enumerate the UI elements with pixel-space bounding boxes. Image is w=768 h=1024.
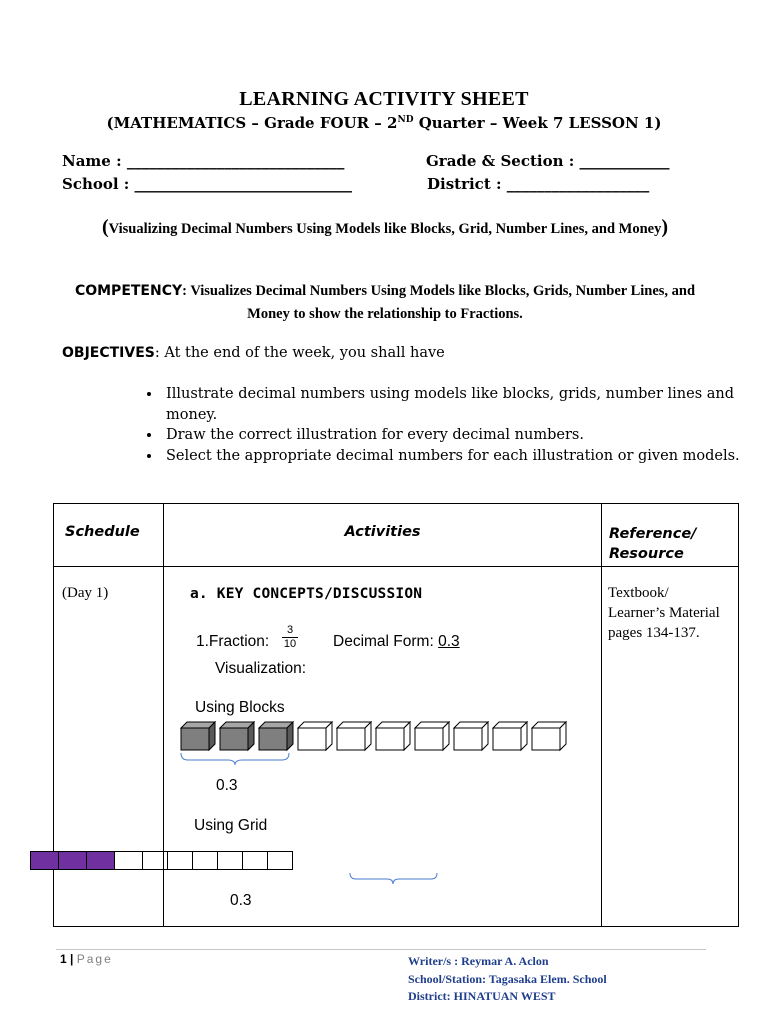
fraction-label: 1.Fraction: — [196, 633, 270, 650]
footer-district: District: HINATUAN WEST — [408, 989, 556, 1003]
fraction-numerator: 3 — [286, 624, 294, 636]
objectives-list — [140, 384, 742, 466]
grid-brace — [347, 872, 441, 886]
footer-divider — [56, 949, 706, 950]
footer-writer: Writer/s : Reymar A. Aclon — [408, 954, 549, 968]
block-empty — [414, 721, 454, 753]
block-filled — [219, 721, 259, 753]
reference-cell: Textbook/ Learner’s Material pages 134-137. — [602, 567, 739, 927]
block-filled — [180, 721, 220, 753]
page-number: 1 | Page — [60, 952, 113, 966]
day-cell: (Day 1) — [54, 567, 164, 927]
fraction-value — [282, 624, 298, 651]
key-concepts-heading: a. KEY CONCEPTS/DISCUSSION — [190, 586, 423, 602]
page-subtitle: (MATHEMATICS – Grade FOUR – 2ND Quarter – Week 7 LESSON 1) — [106, 114, 662, 132]
blocks-brace — [178, 752, 294, 766]
grid-cell-empty — [217, 851, 243, 870]
competency: COMPETENCY: Visualizes Decimal Numbers Using Models like Blocks, Grids, Number Lines, and Money to show the relationship to Fractions. — [74, 283, 696, 322]
block-empty — [492, 721, 532, 753]
footer-school: School/Station: Tagasaka Elem. School — [408, 972, 607, 986]
visualization-label: Visualization: — [215, 660, 307, 677]
grid-cell-empty — [142, 851, 168, 870]
grid-value: 0.3 — [230, 892, 252, 909]
header-activities: Activities — [164, 504, 602, 567]
topic-heading: (Visualizing Decimal Numbers Using Models like Blocks, Grid, Number Lines, and Money) — [102, 216, 668, 238]
district-field[interactable]: District : ___________________ — [427, 175, 650, 193]
name-field[interactable]: Name : _____________________________ — [62, 152, 345, 170]
grid-cell-empty — [114, 851, 143, 870]
fraction-denominator: 10 — [283, 638, 297, 650]
grid-cell-filled — [86, 851, 115, 870]
grid-cell-filled — [30, 851, 59, 870]
block-empty — [531, 721, 571, 753]
block-empty — [375, 721, 415, 753]
using-blocks-label: Using Blocks — [195, 699, 285, 716]
grid-cell-filled — [58, 851, 87, 870]
block-filled — [258, 721, 298, 753]
grid-cell-empty — [192, 851, 218, 870]
grid-cell-empty — [167, 851, 193, 870]
page-title: LEARNING ACTIVITY SHEET — [239, 88, 529, 110]
using-grid-label: Using Grid — [194, 817, 268, 834]
school-field[interactable]: School : _____________________________ — [62, 175, 353, 193]
block-empty — [453, 721, 493, 753]
block-empty — [336, 721, 376, 753]
grid-model — [30, 851, 292, 870]
block-empty — [297, 721, 337, 753]
objective-item: • Illustrate decimal numbers using models like blocks, grids, number lines and money. — [162, 384, 742, 425]
decimal-form: Decimal Form: 0.3 — [333, 633, 460, 650]
grade-section-field[interactable]: Grade & Section : ____________ — [426, 152, 670, 170]
blocks-value: 0.3 — [216, 777, 238, 794]
grid-cell-empty — [267, 851, 293, 870]
objective-item: • Select the appropriate decimal numbers for each illustration or given models. — [162, 446, 742, 467]
header-reference: Reference/ Resource — [602, 504, 739, 567]
header-schedule: Schedule — [54, 504, 164, 567]
objectives-intro: OBJECTIVES: At the end of the week, you shall have — [62, 345, 445, 361]
objective-item: • Draw the correct illustration for every decimal numbers. — [162, 425, 742, 446]
grid-cell-empty — [242, 851, 268, 870]
